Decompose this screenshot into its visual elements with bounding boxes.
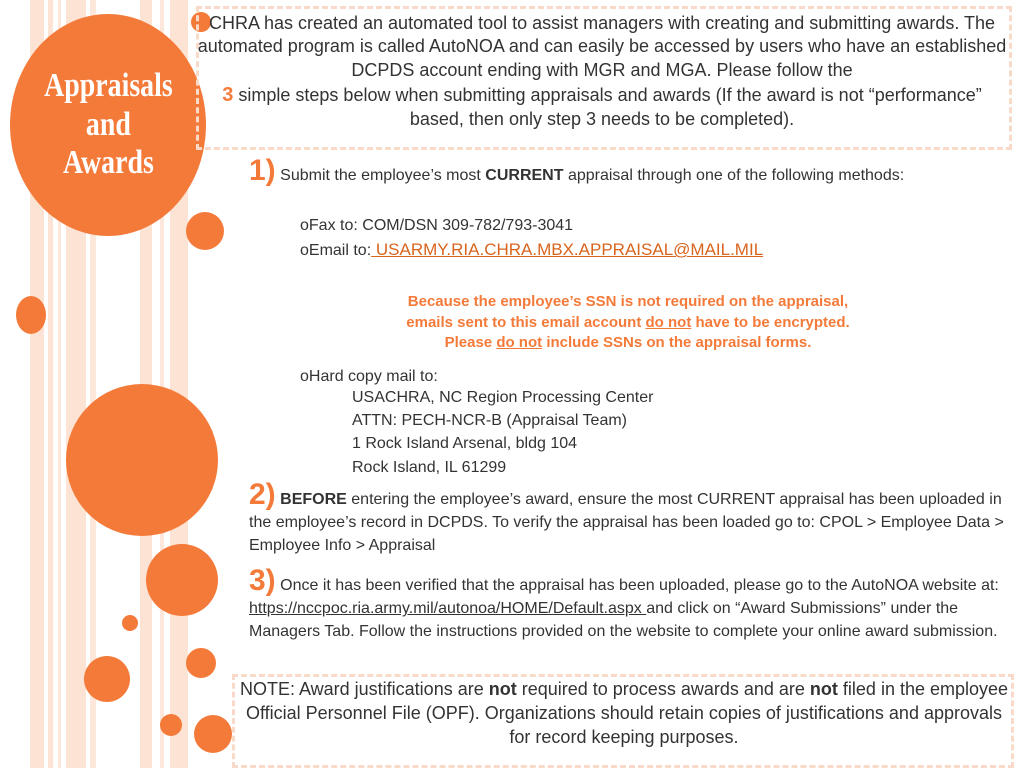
step-number: 2) [249, 478, 276, 511]
fax-text: Fax to: COM/DSN 309-782/793-3041 [308, 217, 574, 234]
intro-text: CHRA has created an automated tool to assist managers with creating and submitting awards. The automated program is called AutoNOA and can easily be accessed by users who have an established DCPDS account ending with MGR and MGA. Please follow the [197, 13, 1007, 80]
fax-method [300, 214, 573, 237]
step-3 [249, 566, 1004, 644]
step-number: 1) [249, 154, 276, 187]
step-text: appraisal through one of the following methods: [567, 167, 905, 184]
warning-text: have to be encrypted. [695, 313, 850, 331]
decorative-circle [186, 648, 216, 678]
title-line: Awards [62, 144, 154, 182]
title-circle [10, 14, 206, 236]
step-2 [249, 480, 1004, 558]
step-text: Once it has been verified that the appraisal has been uploaded, please go to the AutoNOA website at: [280, 577, 999, 594]
note-emphasis: not [488, 679, 517, 699]
warning-text: Because the employee’s SSN is not required on the appraisal, [407, 293, 849, 310]
decorative-circle [84, 656, 130, 702]
step-1 [249, 156, 1004, 187]
address-line: ATTN: PECH-NCR-B (Appraisal Team) [352, 412, 628, 430]
address-line: 1 Rock Island Arsenal, bldg 104 [352, 435, 578, 453]
email-method [300, 238, 763, 263]
decorative-circle [122, 615, 138, 631]
decorative-circle [146, 544, 218, 616]
decorative-circle [186, 212, 224, 250]
page-title [44, 67, 173, 182]
email-label: Email to: [308, 242, 372, 259]
title-line: Appraisals [43, 67, 173, 105]
note-text: filed in the employee Official Personnel File (OPF). Organizations should retain copies of justifications and approvals for record keeping purposes. [245, 679, 1009, 747]
intro-paragraph [196, 12, 1008, 132]
warning-text: emails sent to this email account [406, 313, 642, 331]
bullet: o [300, 368, 309, 385]
step-number: 3) [249, 564, 276, 597]
warning-emphasis: do not [496, 334, 543, 352]
email-link[interactable]: USARMY.RIA.CHRA.MBX.APPRAISAL@MAIL.MIL [371, 240, 764, 259]
decorative-circle [160, 714, 182, 736]
bullet: o [300, 217, 309, 234]
warning-emphasis: do not [645, 313, 692, 331]
step-text-bold: BEFORE [280, 491, 347, 508]
decorative-circle [16, 296, 46, 334]
note-text: required to process awards and are [521, 679, 805, 699]
decorative-circle [194, 715, 232, 753]
step-text-bold: CURRENT [485, 167, 564, 184]
mailing-address [352, 386, 653, 479]
warning-text: Please [444, 334, 493, 352]
bullet: o [300, 242, 309, 259]
encryption-warning [320, 292, 936, 354]
address-line: Rock Island, IL 61299 [352, 458, 507, 476]
note-paragraph [236, 678, 1012, 750]
title-line: and [85, 105, 131, 143]
note-text: NOTE: Award justifications are [239, 679, 484, 699]
step-text: and click on “Award Submissions” under the Managers Tab. Follow the instructions provided on the website to complete your online award submission. [249, 600, 998, 641]
address-line: USACHRA, NC Region Processing Center [352, 389, 654, 406]
step-count: 3 [222, 84, 234, 107]
mail-label: Hard copy mail to: [308, 368, 438, 385]
step-text: entering the employee’s award, ensure the most CURRENT appraisal has been uploaded in the employee’s record in DCPDS. To verify the appraisal has been loaded go to: CPOL > Employee Data > Employee Info > Appraisal [249, 491, 1004, 555]
warning-text: include SSNs on the appraisal forms. [546, 334, 812, 352]
mail-method [300, 365, 438, 388]
step-text: Submit the employee’s most [280, 167, 481, 184]
autonoa-link[interactable]: https://nccpoc.ria.army.mil/autonoa/HOME/Default.aspx [249, 600, 647, 618]
note-emphasis: not [809, 679, 838, 699]
intro-text: simple steps below when submitting appraisals and awards (If the award is not “performance” based, then only step 3 needs to be completed). [238, 85, 982, 130]
decorative-circle [66, 384, 218, 536]
